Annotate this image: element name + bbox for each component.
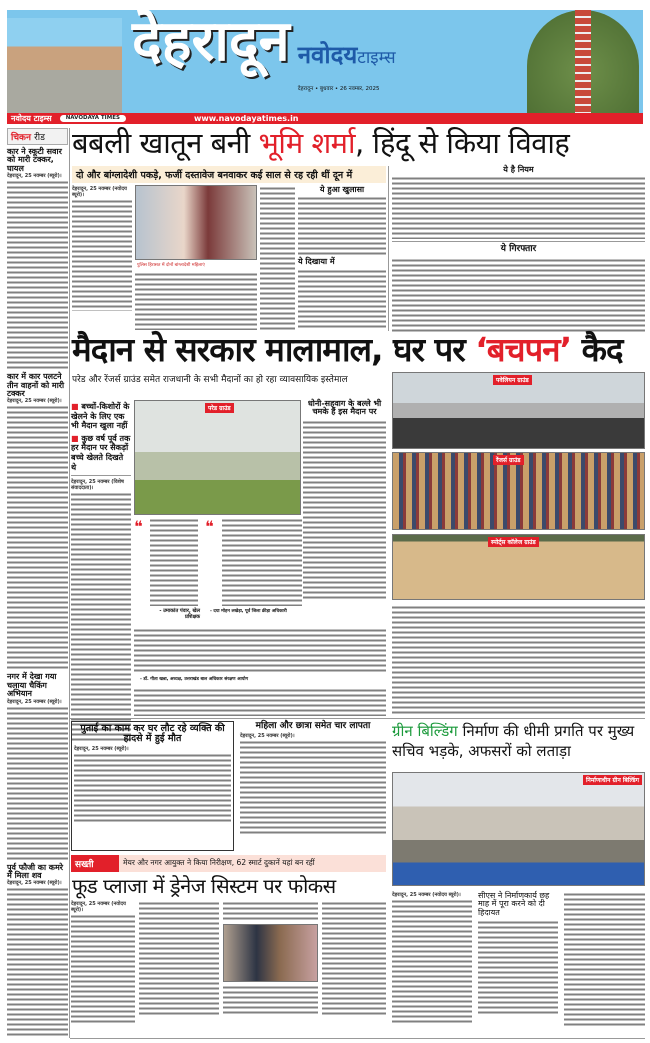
dateline: देहरादून • बुधवार • 26 नवम्बर, 2025 <box>297 86 380 93</box>
dateline: देहरादून, 25 नवम्बर (ब्यूरो)। <box>7 880 68 886</box>
masthead-brand: नवोदयटाइम्स <box>297 41 396 69</box>
rangers-ground-photo <box>392 452 645 530</box>
dateline: देहरादून, 25 नवम्बर (ब्यूरो)। <box>240 733 386 739</box>
green-building-photo <box>392 772 645 886</box>
masthead-title-group <box>132 9 422 110</box>
food-story <box>71 855 386 1035</box>
quote-attribution: - उमाकांत पंवार, खेल प्रशिक्षक <box>159 608 200 620</box>
food-headline: फूड प्लाजा में ड्रेनेज सिस्टम पर फोकस <box>72 874 336 898</box>
box-heading: ये दिखाया में <box>298 257 335 267</box>
accident-headline: पुताई का काम कर घर लौट रहे व्यक्ति की हादसे में हुई मौत <box>80 723 225 744</box>
photo-label: पवेलियन ग्राउंड <box>493 375 532 385</box>
box-heading: ये हुआ खुलासा <box>319 185 365 194</box>
bullet-point: ■ कुछ वर्ष पूर्व तक हर मैदान पर सैकड़ों बच्चे खेलते दिखते थे <box>71 434 131 472</box>
green-subheading: सीएस ने निर्माणकार्य छह माह में पूरा करने को दी हिदायत <box>478 891 550 917</box>
accident-story-box <box>71 721 234 851</box>
quote-attribution: - दया मोहन लखेड़ा, पूर्व जिला क्रीड़ा अधिकारी <box>210 609 287 614</box>
missing-headline: महिला और छात्रा समेत चार लापता <box>255 721 371 731</box>
bullet-point: ■ बच्चों-किशोरों के खेलने के लिए एक भी मैदान खुला नहीं <box>71 402 131 431</box>
masthead-brand-group <box>298 14 396 93</box>
masthead-photo-parade <box>7 18 122 113</box>
box-heading: ये है नियम <box>503 165 534 174</box>
dateline: देहरादून, 25 नवम्बर (विशेष संवाददाता)। <box>71 479 131 491</box>
dateline: देहरादून, 25 नवम्बर (ब्यूरो)। <box>7 173 68 179</box>
box-heading: ये गिरफ्तार <box>500 244 537 255</box>
dateline: देहरादून, 25 नवम्बर (ब्यूरो)। <box>74 746 231 752</box>
photo-caption: पुलिस हिरासत में दोनों बांग्लादेशी महिलाएं <box>137 263 205 268</box>
left-story-headline: नगर में देखा गया चलाया चैकिंग अभियान <box>7 672 57 699</box>
strip-english: NAVODAYA TIMES <box>60 115 126 122</box>
masthead-photo-clocktower <box>527 10 639 113</box>
quote-icon: ❝ <box>134 517 143 536</box>
quote-attribution: - डॉ. गीता खन्ना, अध्यक्ष, उत्तराखंड बाल अधिकार संरक्षण आयोग <box>140 677 249 682</box>
lead-subhead: दो और बांग्लादेशी पकड़े, फर्जी दस्तावेज बनवाकर कई साल से रह रही थीं दून में <box>72 166 386 183</box>
masthead-strip <box>7 113 643 124</box>
second-headline: मैदान से सरकार मालामाल, घर पर ‘बचपन’ कैद <box>72 330 623 369</box>
second-subhead: परेड और रेंजर्स ग्राउंड समेत राजधानी के सभी मैदानों का हो रहा व्यावसायिक इस्तेमाल <box>72 375 348 385</box>
green-headline: ग्रीन बिल्डिंग निर्माण की धीमी प्रगति पर मुख्य सचिव भड़के, अफसरों को लताड़ा <box>392 722 635 760</box>
quote-icon: ❝ <box>205 517 214 536</box>
photo-label: रेंजर्स ग्राउंड <box>493 455 524 465</box>
website-link[interactable]: www.navodayatimes.in <box>193 113 299 123</box>
lead-photo <box>135 185 257 260</box>
kicker-text: मेयर और नगर आयुक्त ने किया निरीक्षण, 62 स्मार्ट दुकानें यहां बन रहीं <box>123 858 315 867</box>
dateline: देहरादून, 25 नवम्बर (ब्यूरो)। <box>7 398 68 404</box>
food-plaza-photo <box>223 924 318 982</box>
column-header: चिकन रीड <box>7 128 68 145</box>
kicker-bar <box>71 855 386 872</box>
section-tag: सख्ती <box>71 855 119 872</box>
masthead <box>7 10 643 113</box>
parade-ground-photo <box>134 400 301 515</box>
photo-label: स्पोर्ट्स कॉलेज ग्राउंड <box>488 537 539 547</box>
pavilion-ground-photo <box>392 372 645 449</box>
left-story-headline: कार में कार पलटने तीन वाहनों को मारी टक्कर <box>7 372 65 398</box>
photo-label: परेड ग्राउंड <box>205 403 234 413</box>
dateline: देहरादून, 25 नवम्बर (नवोदय ब्यूरो)। <box>72 186 132 198</box>
strip-logo: नवोदय टाइम्स <box>11 113 52 123</box>
dateline: देहरादून, 25 नवम्बर (ब्यूरो)। <box>7 699 68 705</box>
masthead-title: देहरादून <box>132 9 290 74</box>
left-story-headline: कार ने स्कूटी सवार को मारी टक्कर, घायल <box>7 147 62 173</box>
left-column <box>7 128 68 1038</box>
sports-ground-photo <box>392 534 645 600</box>
left-story-headline: पूर्व फौजी का कमरे में मिला शव <box>7 862 64 880</box>
sidebar-title: धोनी-सहवाग के बल्ले भी चमके हैं इस मैदान पर <box>307 399 382 417</box>
photo-label: निर्माणाधीन ग्रीन बिल्डिंग <box>583 775 642 785</box>
lead-headline: बबली खातून बनी भूमि शर्मा, हिंदू से किया विवाह <box>72 126 570 160</box>
dateline: देहरादून, 25 नवम्बर (नवोदय ब्यूरो)। <box>71 901 135 913</box>
dateline: देहरादून, 25 नवम्बर (नवोदय ब्यूरो)। <box>392 892 472 898</box>
food-columns <box>71 901 386 1035</box>
